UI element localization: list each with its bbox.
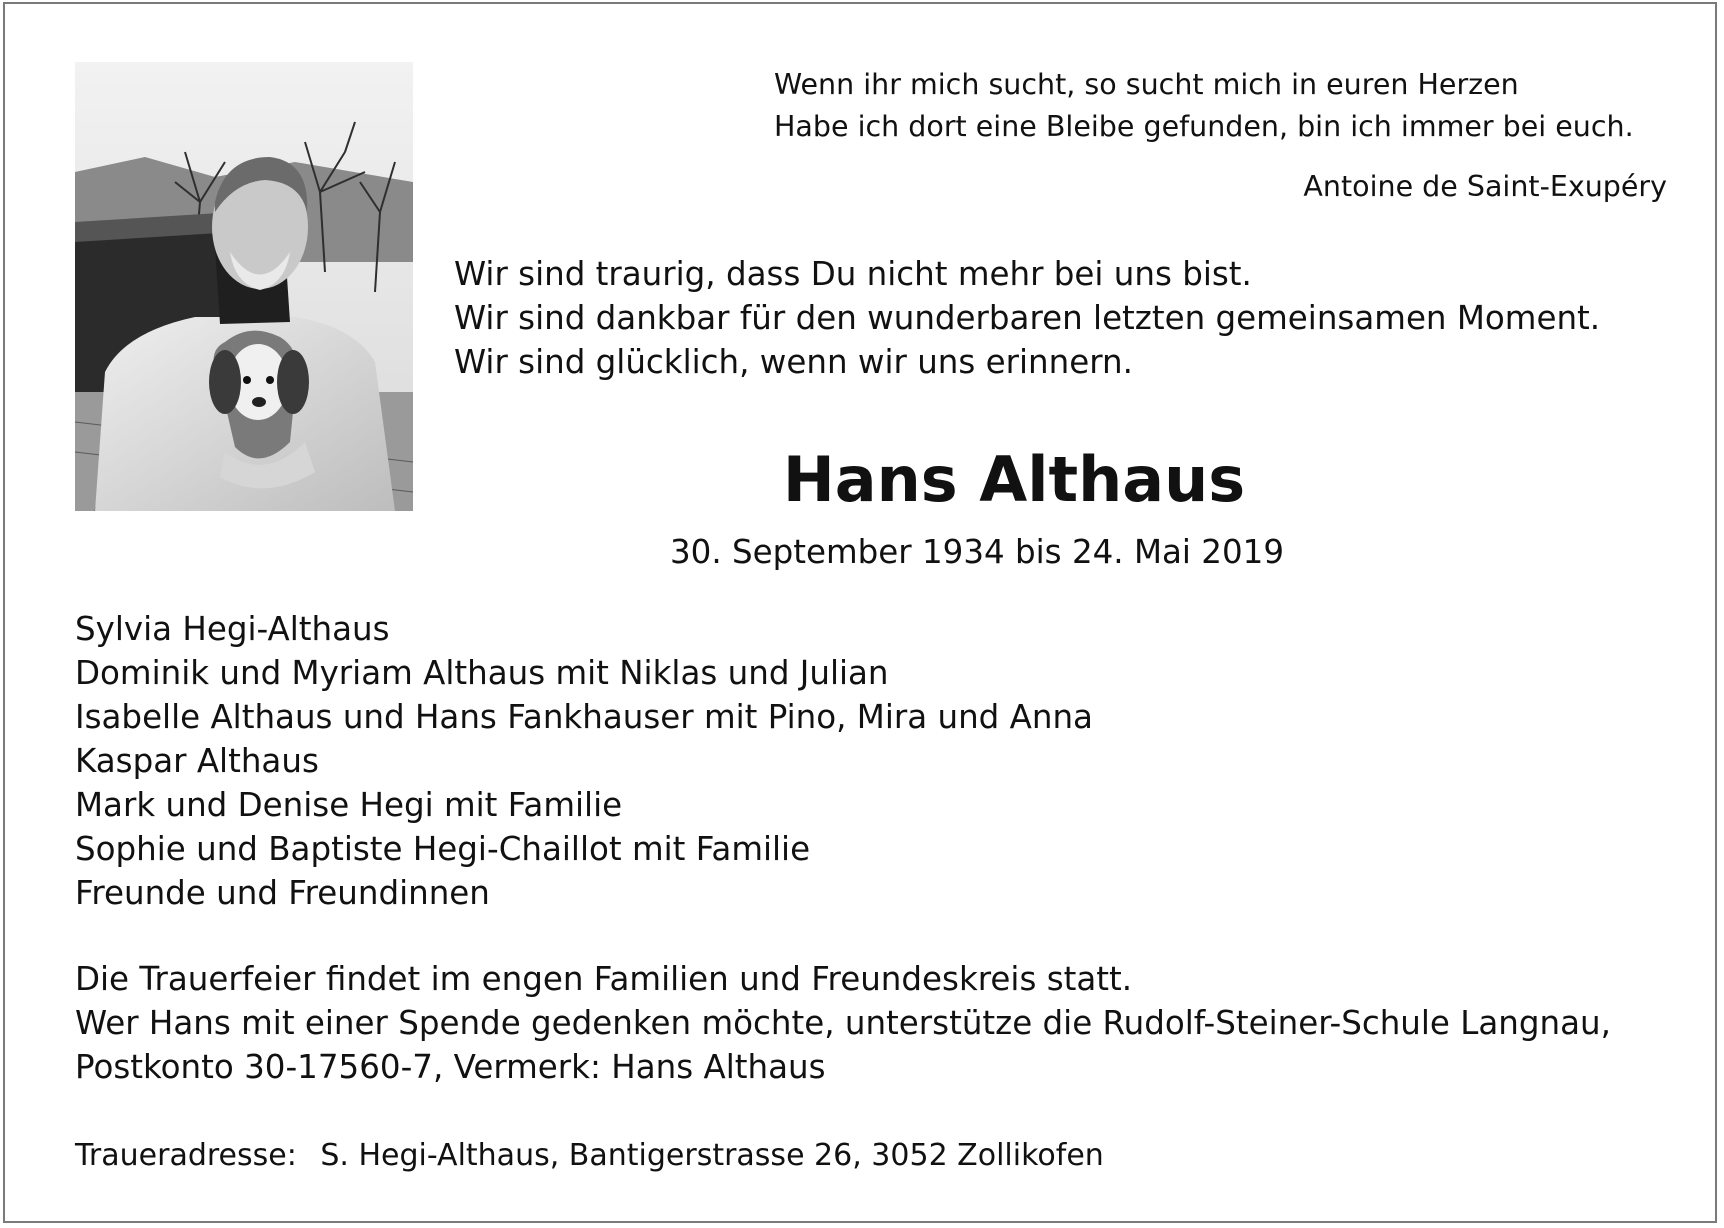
mourner-entry: Dominik und Myriam Althaus mit Niklas und Julian [75,654,889,692]
notice-line: Wer Hans mit einer Spende gedenken möchte, unterstütze die Rudolf-Steiner-Schule Langnau, [75,1004,1611,1042]
intro-line: Wir sind traurig, dass Du nicht mehr bei uns bist. [454,255,1252,293]
notice-line: Postkonto 30-17560-7, Vermerk: Hans Althaus [75,1048,826,1086]
quote-line: Habe ich dort eine Bleibe gefunden, bin ich immer bei euch. [774,110,1634,143]
mourners-list [75,607,1675,915]
quote-line: Wenn ihr mich sucht, so sucht mich in euren Herzen [774,68,1519,101]
quote-author: Antoine de Saint-Exupéry [1303,170,1667,203]
address-label: Traueradresse: [75,1138,297,1173]
mourner-entry: Kaspar Althaus [75,742,319,780]
mourner-entry: Sylvia Hegi-Althaus [75,610,390,648]
mourner-entry: Mark und Denise Hegi mit Familie [75,786,623,824]
mourning-address [75,1135,1104,1177]
intro-line: Wir sind dankbar für den wunderbaren letzten gemeinsamen Moment. [454,299,1601,337]
intro-text [454,252,1654,384]
intro-line: Wir sind glücklich, wenn wir uns erinnern. [454,343,1133,381]
address-value: S. Hegi-Althaus, Bantigerstrasse 26, 3052 Zollikofen [320,1138,1104,1173]
funeral-notice [75,957,1695,1089]
mourner-entry: Freunde und Freundinnen [75,874,490,912]
mourner-entry: Sophie und Baptiste Hegi-Chaillot mit Familie [75,830,811,868]
life-dates: 30. September 1934 bis 24. Mai 2019 [670,533,1284,571]
deceased-name: Hans Althaus [782,443,1246,516]
notice-line: Die Trauerfeier findet im engen Familien und Freundeskreis statt. [75,960,1133,998]
obituary-card [3,2,1717,1223]
mourner-entry: Isabelle Althaus und Hans Fankhauser mit Pino, Mira und Anna [75,698,1093,736]
quote-block [774,64,1674,148]
